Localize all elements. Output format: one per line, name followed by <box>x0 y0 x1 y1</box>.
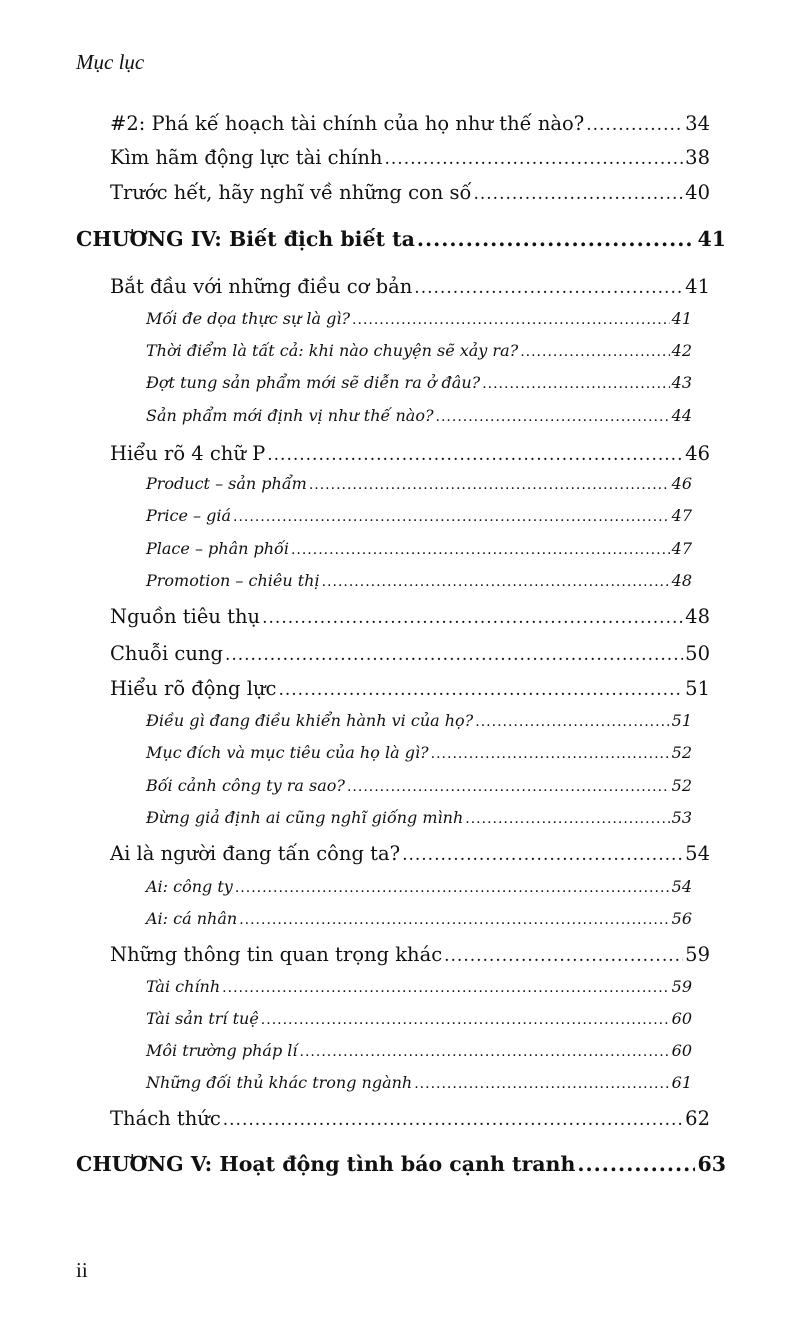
toc-entry-page: 63 <box>697 1152 726 1176</box>
dot-leader <box>436 409 670 425</box>
toc-entry-page: 48 <box>671 571 692 590</box>
dot-leader <box>402 845 683 865</box>
toc-entry-title: Thời điểm là tất cả: khi nào chuyện sẽ xảy ra? <box>146 341 519 360</box>
toc-entry-page: 46 <box>685 442 710 465</box>
toc-entry-title: Những thông tin quan trọng khác <box>110 943 443 966</box>
toc-subsection <box>146 711 692 730</box>
toc-subsection <box>146 539 692 558</box>
toc-entry-page: 50 <box>685 642 710 665</box>
dot-leader <box>261 1012 670 1028</box>
toc-section <box>110 943 710 966</box>
dot-leader <box>520 344 669 360</box>
toc-entry-page: 54 <box>685 842 710 865</box>
toc-entry-page: 54 <box>671 877 692 896</box>
dot-leader <box>473 184 683 204</box>
toc-subsection <box>146 877 692 896</box>
toc-entry-page: 41 <box>685 275 710 298</box>
toc-entry-title: Mối đe dọa thực sự là gì? <box>146 309 351 328</box>
toc-entry-title: Nguồn tiêu thụ <box>110 605 261 628</box>
toc-section <box>110 442 710 465</box>
toc-subsection <box>146 373 692 392</box>
page-number: ii <box>76 1258 88 1282</box>
toc-subsection <box>146 808 692 827</box>
toc-section <box>110 181 710 204</box>
dot-leader <box>577 1152 695 1176</box>
toc-section <box>110 642 710 665</box>
dot-leader <box>222 980 669 996</box>
toc-entry-page: 38 <box>685 146 710 169</box>
toc-entry-title: Trước hết, hãy nghĩ về những con số <box>110 181 472 204</box>
toc-entry-title: CHƯƠNG IV: Biết địch biết ta <box>76 227 415 251</box>
dot-leader <box>414 278 683 298</box>
toc-entry-title: Promotion – chiêu thị <box>146 571 320 590</box>
dot-leader <box>235 880 670 896</box>
toc-entry-title: Mục đích và mục tiêu của họ là gì? <box>146 743 429 762</box>
toc-entry-page: 60 <box>671 1009 692 1028</box>
toc-entry-page: 43 <box>671 373 692 392</box>
toc-entry-page: 34 <box>685 112 710 135</box>
dot-leader <box>352 312 670 328</box>
toc-entry-title: Đợt tung sản phẩm mới sẽ diễn ra ở đâu? <box>146 373 481 392</box>
dot-leader <box>262 608 683 628</box>
toc-entry-page: 47 <box>671 539 692 558</box>
dot-leader <box>278 680 683 700</box>
toc-entry-page: 62 <box>685 1107 710 1130</box>
toc-entry-title: Điều gì đang điều khiển hành vi của họ? <box>146 711 474 730</box>
dot-leader <box>414 1076 669 1092</box>
dot-leader <box>239 912 669 928</box>
toc-chapter <box>76 1152 726 1176</box>
toc-entry-title: Thách thức <box>110 1107 221 1130</box>
toc-subsection <box>146 406 692 425</box>
toc-entry-page: 60 <box>671 1041 692 1060</box>
toc-subsection <box>146 341 692 360</box>
toc-entry-page: 56 <box>671 909 692 928</box>
toc-entry-title: Price – giá <box>146 506 232 525</box>
toc-entry-page: 46 <box>671 474 692 493</box>
toc-subsection <box>146 743 692 762</box>
toc-entry-page: 42 <box>671 341 692 360</box>
toc-entry-page: 41 <box>671 309 692 328</box>
toc-subsection <box>146 977 692 996</box>
toc-section <box>110 1107 710 1130</box>
toc-chapter <box>76 227 726 251</box>
toc-entry-page: 41 <box>697 227 726 251</box>
toc-entry-title: Đừng giả định ai cũng nghĩ giống mình <box>146 808 464 827</box>
dot-leader <box>223 1110 683 1130</box>
toc-entry-page: 52 <box>671 776 692 795</box>
toc-subsection <box>146 506 692 525</box>
dot-leader <box>384 149 683 169</box>
toc-entry-page: 59 <box>671 977 692 996</box>
toc-section <box>110 842 710 865</box>
toc-subsection <box>146 309 692 328</box>
toc-entry-title: Ai: cá nhân <box>146 909 238 928</box>
toc-entry-title: Chuỗi cung <box>110 642 223 665</box>
toc-subsection <box>146 909 692 928</box>
dot-leader <box>233 509 670 525</box>
toc-section <box>110 677 710 700</box>
toc-section <box>110 275 710 298</box>
toc-entry-page: 52 <box>671 743 692 762</box>
toc-entry-title: Bối cảnh công ty ra sao? <box>146 776 345 795</box>
toc-entry-page: 61 <box>671 1073 692 1092</box>
running-head: Mục lục <box>76 50 145 74</box>
dot-leader <box>291 542 670 558</box>
toc-entry-title: Ai: công ty <box>146 877 233 896</box>
toc-section <box>110 146 710 169</box>
toc-entry-title: Tài sản trí tuệ <box>146 1009 259 1028</box>
dot-leader <box>586 115 683 135</box>
dot-leader <box>309 477 670 493</box>
dot-leader <box>482 376 669 392</box>
toc-entry-page: 53 <box>671 808 692 827</box>
dot-leader <box>322 574 670 590</box>
toc-entry-page: 47 <box>671 506 692 525</box>
toc-entry-title: Môi trường pháp lí <box>146 1041 298 1060</box>
toc-entry-title: Tài chính <box>146 977 221 996</box>
toc-entry-title: Những đối thủ khác trong ngành <box>146 1073 413 1092</box>
toc-entry-title: CHƯƠNG V: Hoạt động tình báo cạnh tranh <box>76 1152 576 1176</box>
toc-entry-title: Product – sản phẩm <box>146 474 307 493</box>
toc-entry-title: Kìm hãm động lực tài chính <box>110 146 383 169</box>
toc-subsection <box>146 474 692 493</box>
toc-entry-page: 48 <box>685 605 710 628</box>
toc-subsection <box>146 776 692 795</box>
dot-leader <box>465 811 669 827</box>
toc-entry-title: Hiểu rõ động lực <box>110 677 277 700</box>
toc-section <box>110 605 710 628</box>
toc-entry-title: #2: Phá kế hoạch tài chính của họ như thế nào? <box>110 112 585 135</box>
toc-subsection <box>146 571 692 590</box>
toc-entry-page: 59 <box>685 943 710 966</box>
toc-entry-title: Bắt đầu với những điều cơ bản <box>110 275 413 298</box>
toc-entry-page: 51 <box>685 677 710 700</box>
toc-subsection <box>146 1041 692 1060</box>
toc-entry-page: 40 <box>685 181 710 204</box>
dot-leader <box>347 779 670 795</box>
toc-subsection <box>146 1073 692 1092</box>
toc-entry-title: Place – phân phối <box>146 539 289 558</box>
dot-leader <box>267 445 683 465</box>
dot-leader <box>225 645 683 665</box>
toc-subsection <box>146 1009 692 1028</box>
dot-leader <box>431 746 670 762</box>
dot-leader <box>417 227 696 251</box>
toc-entry-title: Hiểu rõ 4 chữ P <box>110 442 266 465</box>
dot-leader <box>475 714 669 730</box>
toc-entry-title: Sản phẩm mới định vị như thế nào? <box>146 406 434 425</box>
toc-section <box>110 112 710 135</box>
toc-entry-title: Ai là người đang tấn công ta? <box>110 842 401 865</box>
dot-leader <box>300 1044 670 1060</box>
toc-entry-page: 51 <box>671 711 692 730</box>
toc-entry-page: 44 <box>671 406 692 425</box>
dot-leader <box>444 946 683 966</box>
